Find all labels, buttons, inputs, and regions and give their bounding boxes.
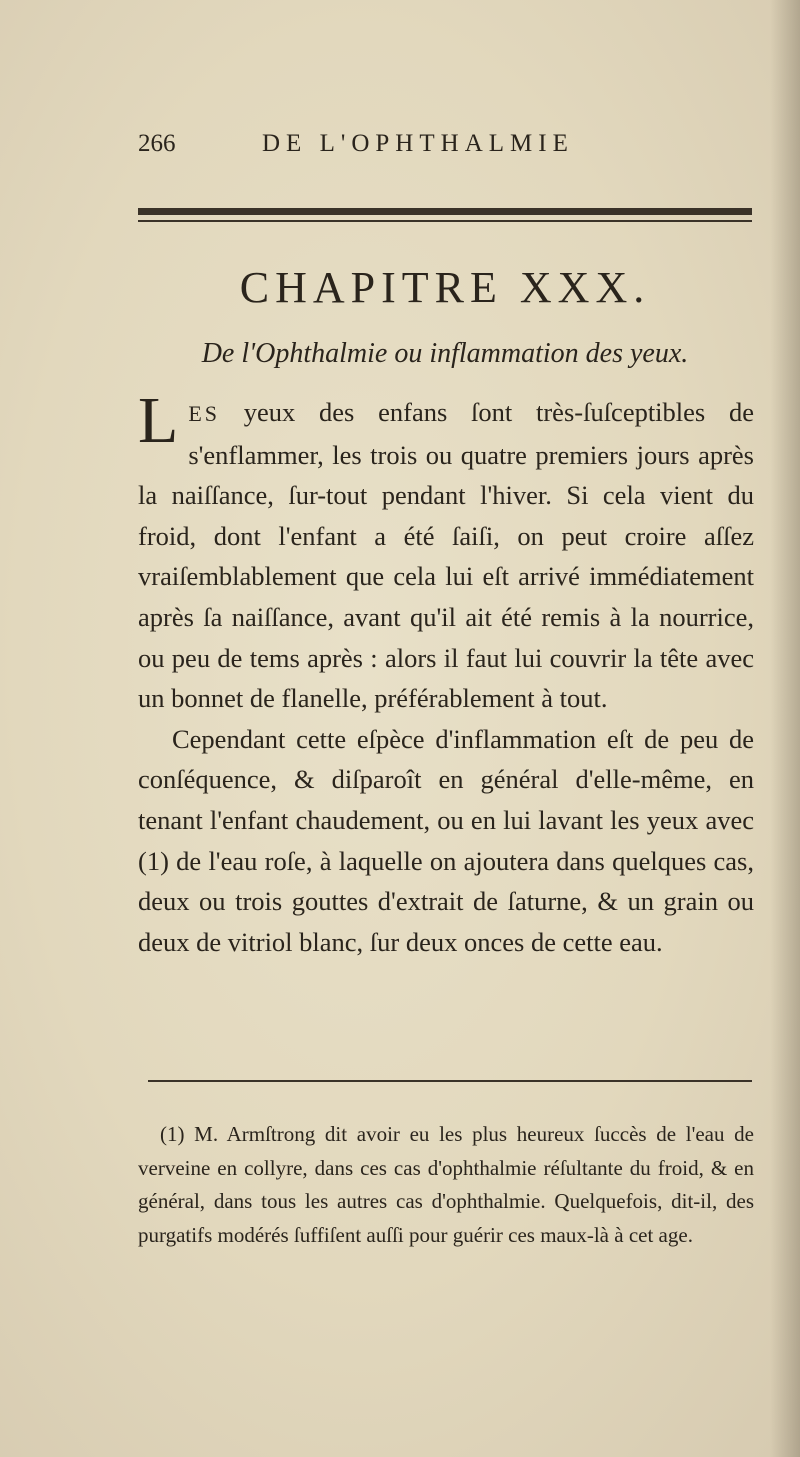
running-title: DE L'OPHTHALMIE [262,130,574,157]
footnote-text: (1) M. Armſtrong dit avoir eu les plus heureux ſuccès de l'eau de verveine en collyre, dans ces cas d'ophthalmie réſultante du froid, & en général, dans tous les autres cas d'ophthalmie. Quelquefois, dit-il, des purgatifs modérés ſuffiſent auſſi pour guérir ces maux-là à cet age. [138,1122,754,1247]
footnote [138,1118,754,1252]
header-rule [138,208,752,228]
header-rule-thick [138,208,752,215]
drop-cap: L [138,384,179,457]
page-edge-shadow [770,0,800,1457]
page-number: 266 [138,130,176,157]
chapter-title: CHAPITRE XXX. [239,263,651,312]
body-text [138,384,754,962]
opening-smallcaps: ES [188,401,221,426]
paragraph-1-text: yeux des enfans ſont très-ſuſceptibles de s'enflammer, les trois ou quatre premiers jours après la naiſſance, ſur-tout pendant l'hiver. Si cela vient du froid, dont l'enfant a été ſaiſi, on peut croire aſſez vraiſemblablement que cela lui eſt arrivé immédiatement après ſa naiſſance, avant qu'il ait été remis à la nourrice, ou peu de tems après : alors il faut lui couvrir la tête avec un bonnet de flanelle, préférablement à tout. [138,397,754,714]
chapter-subtitle: De l'Ophthalmie ou inflammation des yeux. [201,338,689,369]
footnote-rule [148,1080,752,1082]
paragraph-1 [138,384,754,719]
paragraph-2: Cependant cette eſpèce d'inflammation eſt de peu de conſéquence, & diſparoît en général d'elle-même, en tenant l'enfant chaudement, ou en lui lavant les yeux avec (1) de l'eau roſe, à laquelle on ajoutera dans quelques cas, deux ou trois gouttes d'extrait de ſaturne, & un grain ou deux de vitriol blanc, ſur deux onces de cette eau. [138,723,754,957]
header-rule-thin [138,220,752,222]
running-header [138,130,738,166]
